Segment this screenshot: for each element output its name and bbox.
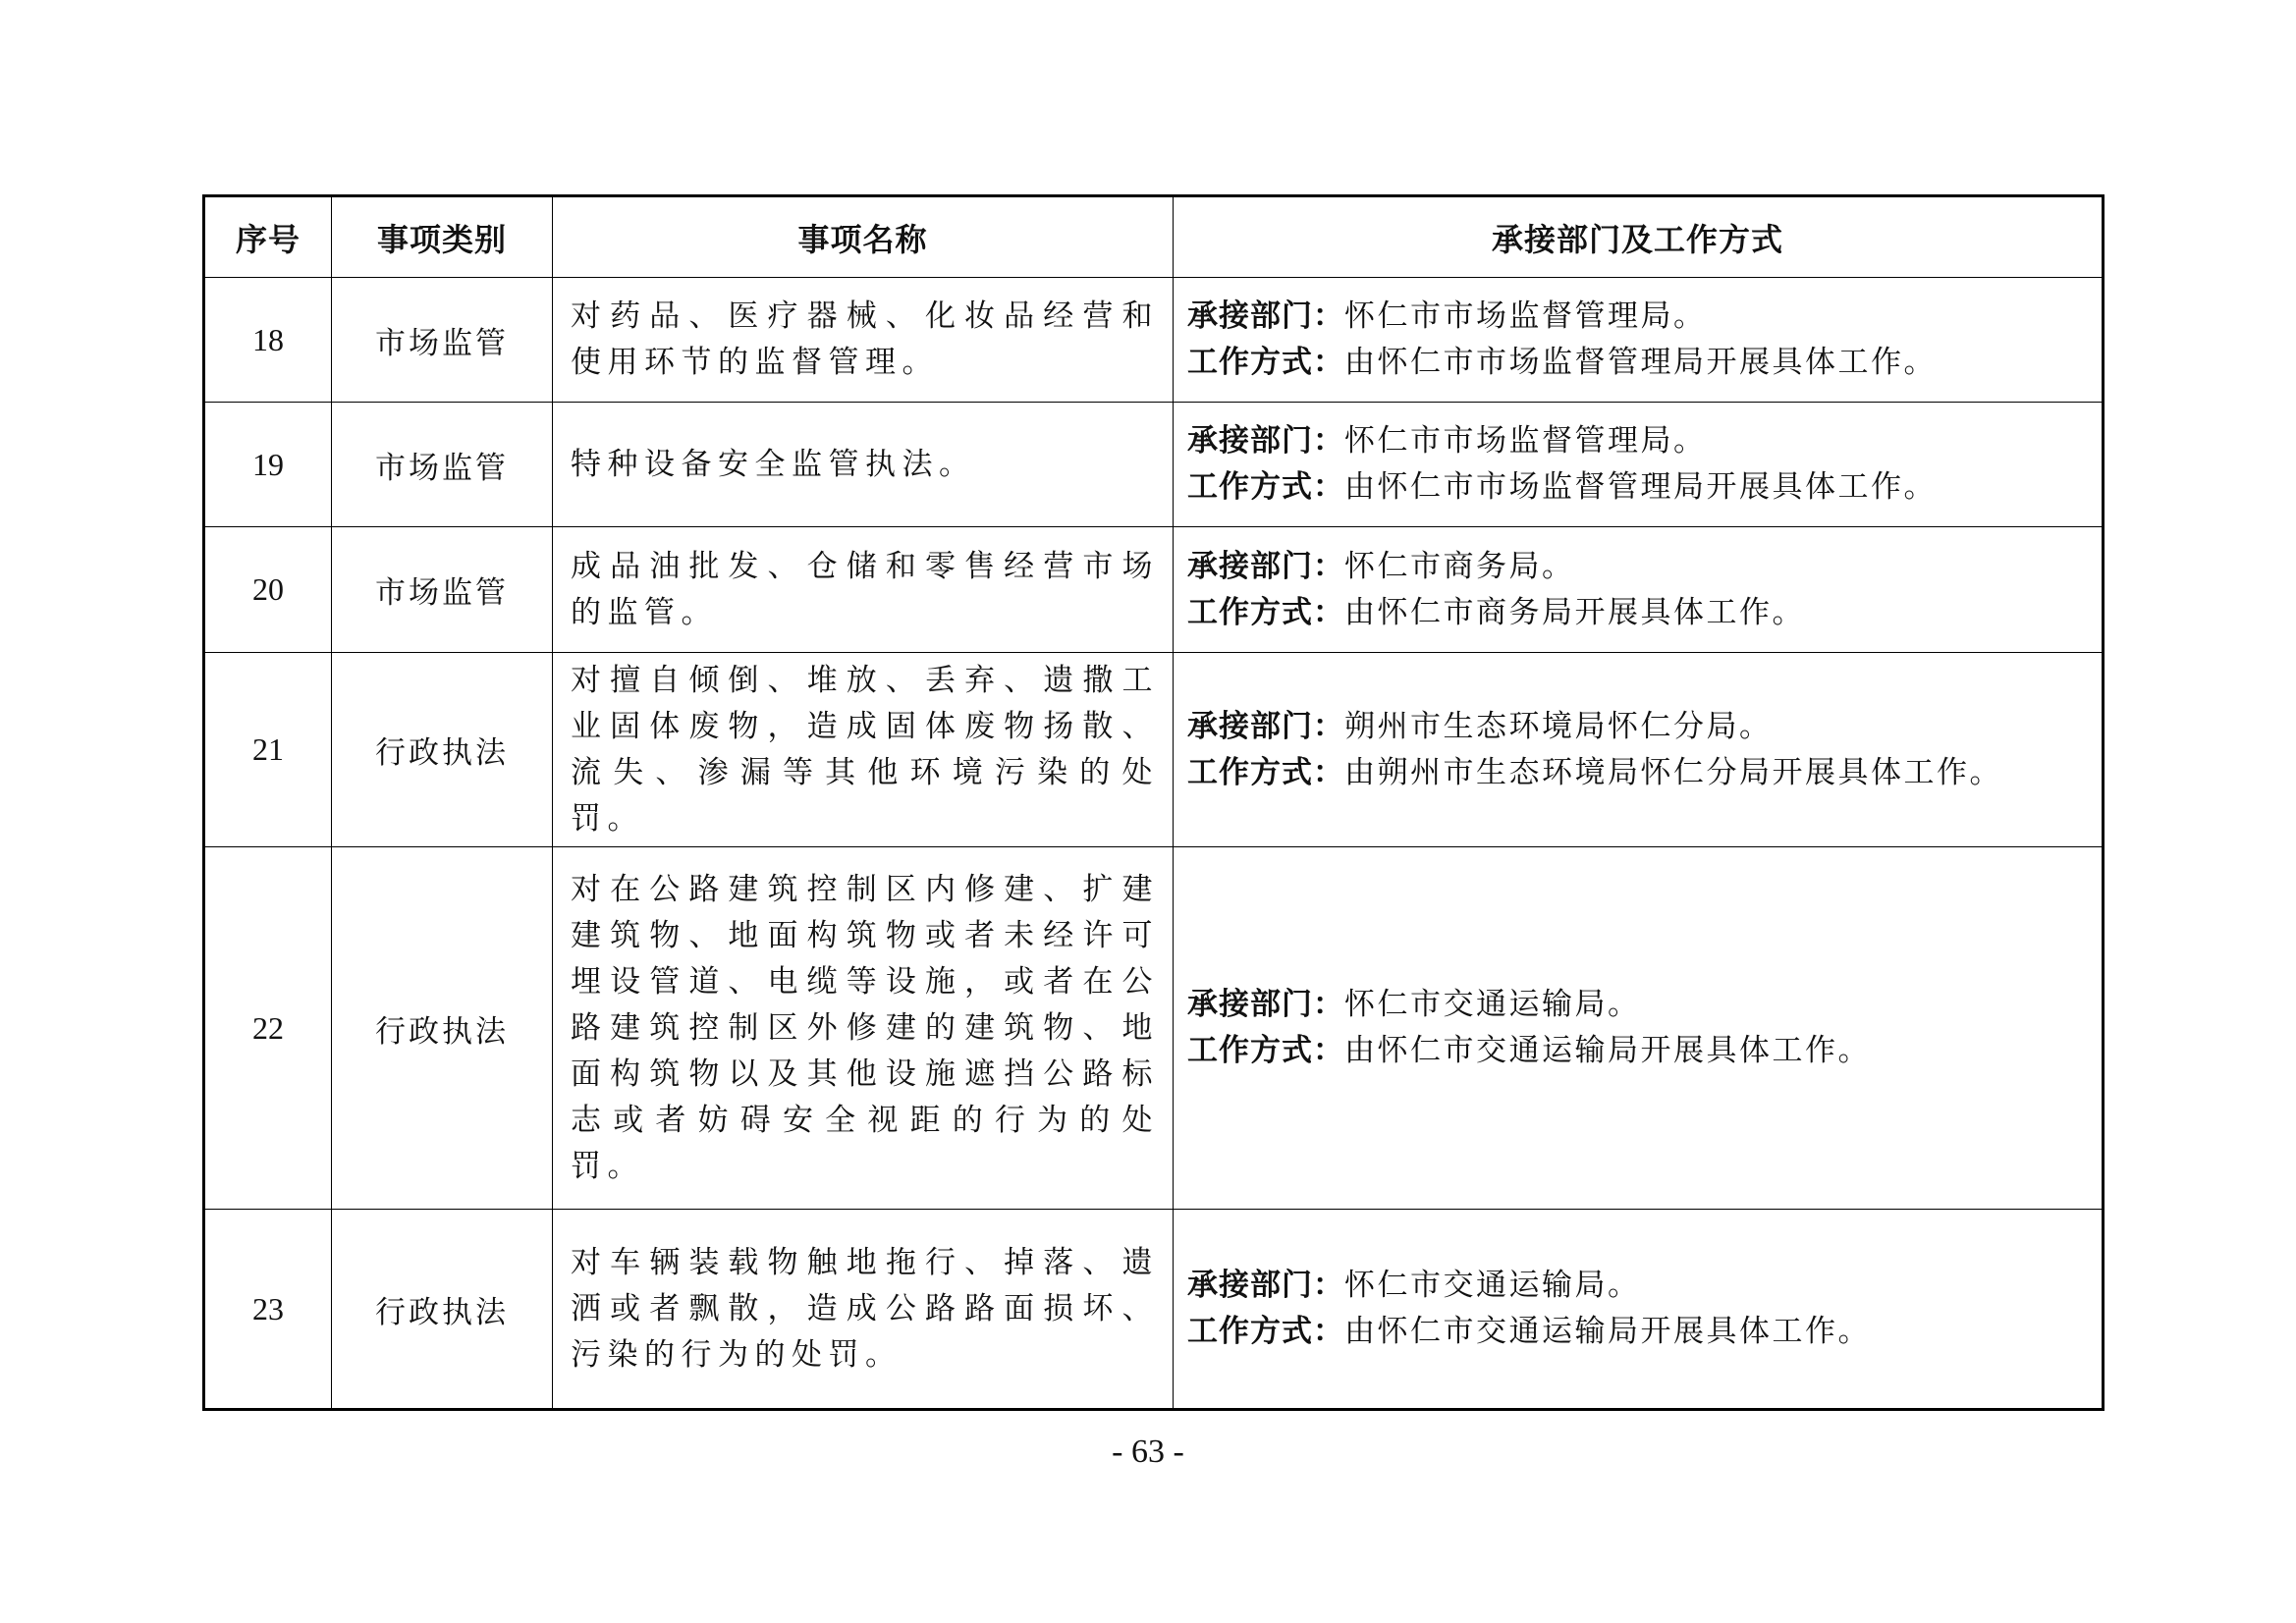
dept-value: 怀仁市交通运输局。 (1344, 1268, 1641, 1303)
table-row (204, 278, 2104, 403)
method-label: 工作方式： (1187, 1033, 1344, 1068)
dept-value: 怀仁市市场监督管理局。 (1344, 423, 1707, 459)
dept-value: 怀仁市商务局。 (1344, 548, 1575, 584)
row-category: 行政执法 (332, 653, 553, 847)
method-line (1187, 1309, 2102, 1355)
row-dept-cell (1174, 403, 2104, 527)
dept-line (1187, 294, 2102, 340)
table-row (204, 1210, 2104, 1410)
row-category: 行政执法 (332, 1210, 553, 1410)
method-label: 工作方式： (1187, 754, 1344, 790)
method-line (1187, 340, 2102, 386)
method-label: 工作方式： (1187, 345, 1344, 380)
header-dept: 承接部门及工作方式 (1174, 196, 2104, 278)
dept-line (1187, 704, 2102, 750)
dept-value: 怀仁市交通运输局。 (1344, 987, 1641, 1022)
row-item-name: 对药品、医疗器械、化妆品经营和使用环节的监督管理。 (553, 278, 1174, 403)
method-value: 由怀仁市交通运输局开展具体工作。 (1344, 1314, 1871, 1349)
header-name: 事项名称 (553, 196, 1174, 278)
row-dept-cell (1174, 1210, 2104, 1410)
table-row (204, 653, 2104, 847)
method-line (1187, 590, 2102, 636)
method-value: 由怀仁市市场监督管理局开展具体工作。 (1344, 469, 1937, 505)
method-value: 由怀仁市商务局开展具体工作。 (1344, 594, 1805, 630)
row-category: 市场监管 (332, 278, 553, 403)
row-item-name: 对在公路建筑控制区内修建、扩建建筑物、地面构筑物或者未经许可埋设管道、电缆等设施，或者在公路建筑控制区外修建的建筑物、地面构筑物以及其他设施遮挡公路标志或者妨碍安全视距的行为的处罚。 (553, 847, 1174, 1210)
header-category: 事项类别 (332, 196, 553, 278)
row-dept-cell (1174, 653, 2104, 847)
row-number: 21 (204, 653, 332, 847)
method-label: 工作方式： (1187, 1314, 1344, 1349)
items-table (202, 194, 2105, 1411)
row-item-name: 对擅自倾倒、堆放、丢弃、遗撒工业固体废物，造成固体废物扬散、流失、渗漏等其他环境污染的处罚。 (553, 653, 1174, 847)
method-value: 由怀仁市交通运输局开展具体工作。 (1344, 1033, 1871, 1068)
dept-label: 承接部门： (1187, 548, 1344, 584)
table-row (204, 847, 2104, 1210)
dept-line (1187, 544, 2102, 590)
row-category: 市场监管 (332, 527, 553, 653)
method-line (1187, 1028, 2102, 1074)
dept-value: 怀仁市市场监督管理局。 (1344, 298, 1707, 334)
dept-label: 承接部门： (1187, 423, 1344, 459)
dept-value: 朔州市生态环境局怀仁分局。 (1344, 708, 1773, 744)
method-value: 由朔州市生态环境局怀仁分局开展具体工作。 (1344, 754, 2002, 790)
row-number: 18 (204, 278, 332, 403)
row-item-name: 成品油批发、仓储和零售经营市场的监管。 (553, 527, 1174, 653)
dept-line (1187, 418, 2102, 464)
table-header-row (204, 196, 2104, 278)
method-value: 由怀仁市市场监督管理局开展具体工作。 (1344, 345, 1937, 380)
row-number: 19 (204, 403, 332, 527)
row-number: 20 (204, 527, 332, 653)
row-number: 22 (204, 847, 332, 1210)
dept-label: 承接部门： (1187, 708, 1344, 744)
dept-label: 承接部门： (1187, 987, 1344, 1022)
dept-label: 承接部门： (1187, 1268, 1344, 1303)
row-dept-cell (1174, 527, 2104, 653)
method-line (1187, 750, 2102, 796)
table-row (204, 527, 2104, 653)
row-item-name: 特种设备安全监管执法。 (553, 403, 1174, 527)
method-label: 工作方式： (1187, 469, 1344, 505)
row-dept-cell (1174, 278, 2104, 403)
page-number: - 63 - (1112, 1434, 1184, 1470)
dept-line (1187, 982, 2102, 1028)
method-label: 工作方式： (1187, 594, 1344, 630)
dept-line (1187, 1263, 2102, 1309)
dept-label: 承接部门： (1187, 298, 1344, 334)
table-row (204, 403, 2104, 527)
method-line (1187, 464, 2102, 511)
header-no: 序号 (204, 196, 332, 278)
row-category: 市场监管 (332, 403, 553, 527)
row-category: 行政执法 (332, 847, 553, 1210)
row-number: 23 (204, 1210, 332, 1410)
row-item-name: 对车辆装载物触地拖行、掉落、遗洒或者飘散，造成公路路面损坏、污染的行为的处罚。 (553, 1210, 1174, 1410)
row-dept-cell (1174, 847, 2104, 1210)
